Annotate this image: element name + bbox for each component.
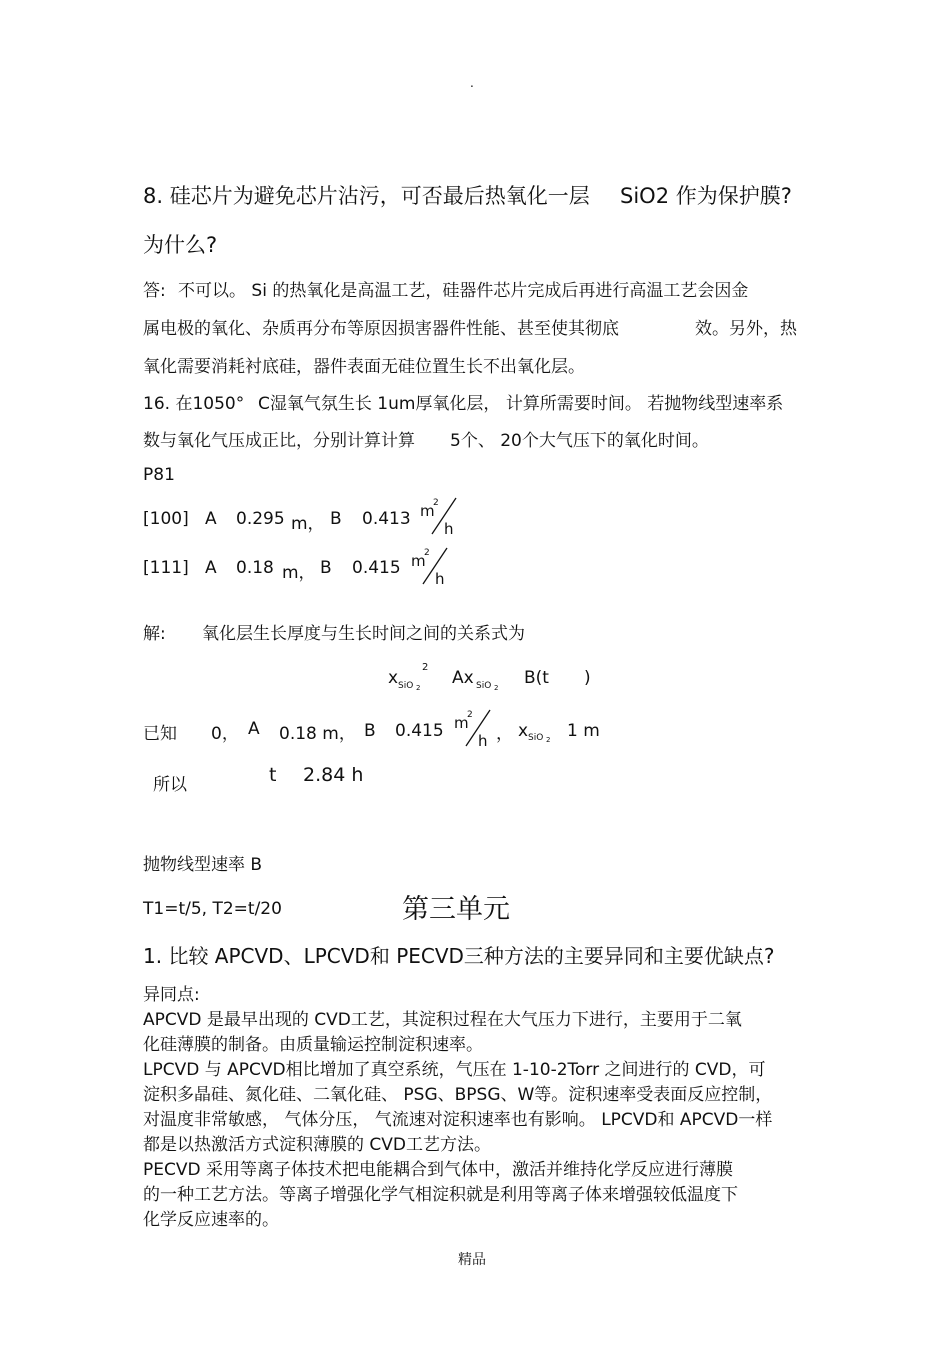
lpcvd-line4: 都是以热激活方式淀积薄膜的 CVD工艺方法。 bbox=[143, 1135, 491, 1155]
lpcvd-line1: LPCVD 与 APCVD相比增加了真空系统，气压在 1-10-2Torr 之间进行的 CVD，可 bbox=[143, 1060, 766, 1080]
q8-answer-line2b: 效。另外，热 bbox=[695, 319, 797, 339]
row111-A-label: A bbox=[205, 558, 217, 578]
known-B-value: 0.415 bbox=[395, 721, 444, 741]
row100-B-unit: m 2 h bbox=[418, 496, 458, 536]
row111-orientation: [111] bbox=[143, 558, 189, 578]
q8-answer-line3: 氧化需要消耗衬底硅，器件表面无硅位置生长不出氧化层。 bbox=[143, 357, 585, 377]
q16-line1b: C湿氧气氛生长 1um厚氧化层， 计算所需要时间。 若抛物线型速率系 bbox=[258, 394, 784, 414]
parabolic-rate-note: 抛物线型速率 B bbox=[143, 855, 263, 875]
footer-label: 精品 bbox=[458, 1252, 486, 1268]
q16-line1a: 16. 在1050° bbox=[143, 394, 245, 414]
row111-B-unit: m 2 h bbox=[409, 546, 449, 586]
known-zero: 0， bbox=[211, 724, 239, 744]
row111-B-value: 0.415 bbox=[352, 558, 401, 578]
q8-answer-line2a: 属电极的氧化、杂质再分布等原因损害器件性能、甚至使其彻底 bbox=[143, 319, 619, 339]
known-B-label: B bbox=[364, 721, 376, 741]
row100-A-unit: m， bbox=[291, 514, 325, 534]
lpcvd-line3: 对温度非常敏感， 气体分压， 气流速对淀积速率也有影响。 LPCVD和 APCVD一样 bbox=[143, 1110, 773, 1130]
time-ratios: T1=t/5, T2=t/20 bbox=[143, 899, 282, 919]
unit3-q1-title: 1. 比较 APCVD、LPCVD和 PECVD三种方法的主要异同和主要优缺点? bbox=[143, 944, 775, 968]
known-comma: ， bbox=[496, 724, 513, 744]
pecvd-line2: 的一种工艺方法。等离子增强化学气相淀积就是利用等离子体来增强较低温度下 bbox=[143, 1185, 738, 1205]
row100-B-value: 0.413 bbox=[362, 509, 411, 529]
pecvd-line1: PECVD 采用等离子体技术把电能耦合到气体中，激活并维持化学反应进行薄膜 bbox=[143, 1160, 733, 1180]
unit3-diff-label: 异同点: bbox=[143, 985, 200, 1005]
q8-title-line2: 为什么? bbox=[143, 233, 218, 257]
known-B-unit: m 2 h bbox=[452, 708, 492, 748]
q16-line2b: 5个、 20个大气压下的氧化时间。 bbox=[450, 431, 709, 451]
result-value: 2.84 h bbox=[303, 764, 364, 786]
unit3-heading: 第三单元 bbox=[402, 894, 510, 925]
q16-line2a: 数与氧化气压成正比，分别计算计算 bbox=[143, 431, 415, 451]
header-dot: . bbox=[470, 76, 474, 90]
row111-B-label: B bbox=[320, 558, 332, 578]
q8-title-prefix: 8. 硅芯片为避免芯片沾污，可否最后热氧化一层 bbox=[143, 184, 590, 208]
row111-A-unit: m， bbox=[282, 563, 316, 583]
known-label: 已知 bbox=[143, 724, 177, 744]
result-t: t bbox=[269, 764, 277, 786]
q8-answer-label: 答: bbox=[143, 281, 166, 301]
q8-answer-line1: 不可以。 Si 的热氧化是高温工艺，硅器件芯片完成后再进行高温工艺会因金 bbox=[178, 281, 749, 301]
q8-title-sio2: SiO2 作为保护膜? bbox=[620, 184, 792, 208]
row100-B-label: B bbox=[330, 509, 342, 529]
apcvd-line1: APCVD 是最早出现的 CVD工艺，其淀积过程在大气压力下进行，主要用于二氧 bbox=[143, 1010, 742, 1030]
solution-label: 解: bbox=[143, 624, 166, 644]
q16-reference: P81 bbox=[143, 465, 175, 485]
row111-A-value: 0.18 bbox=[236, 558, 274, 578]
lpcvd-line2: 淀积多晶硅、氮化硅、二氧化硅、 PSG、BPSG、W等。淀积速率受表面反应控制， bbox=[143, 1085, 773, 1105]
row100-A-label: A bbox=[205, 509, 217, 529]
apcvd-line2: 化硅薄膜的制备。由质量输运控制淀积速率。 bbox=[143, 1035, 483, 1055]
solution-text: 氧化层生长厚度与生长时间之间的关系式为 bbox=[202, 624, 525, 644]
known-thickness-symbol: x SiO 2 bbox=[518, 721, 551, 744]
known-thickness-value: 1 m bbox=[567, 721, 600, 741]
row100-orientation: [100] bbox=[143, 509, 189, 529]
growth-equation: x SiO 2 2 Ax SiO 2 B(t ) bbox=[388, 662, 591, 692]
result-label: 所以 bbox=[153, 775, 187, 795]
pecvd-line3: 化学反应速率的。 bbox=[143, 1210, 279, 1230]
known-A-value: 0.18 m， bbox=[279, 724, 356, 744]
known-A-label: A bbox=[248, 719, 260, 739]
row100-A-value: 0.295 bbox=[236, 509, 285, 529]
